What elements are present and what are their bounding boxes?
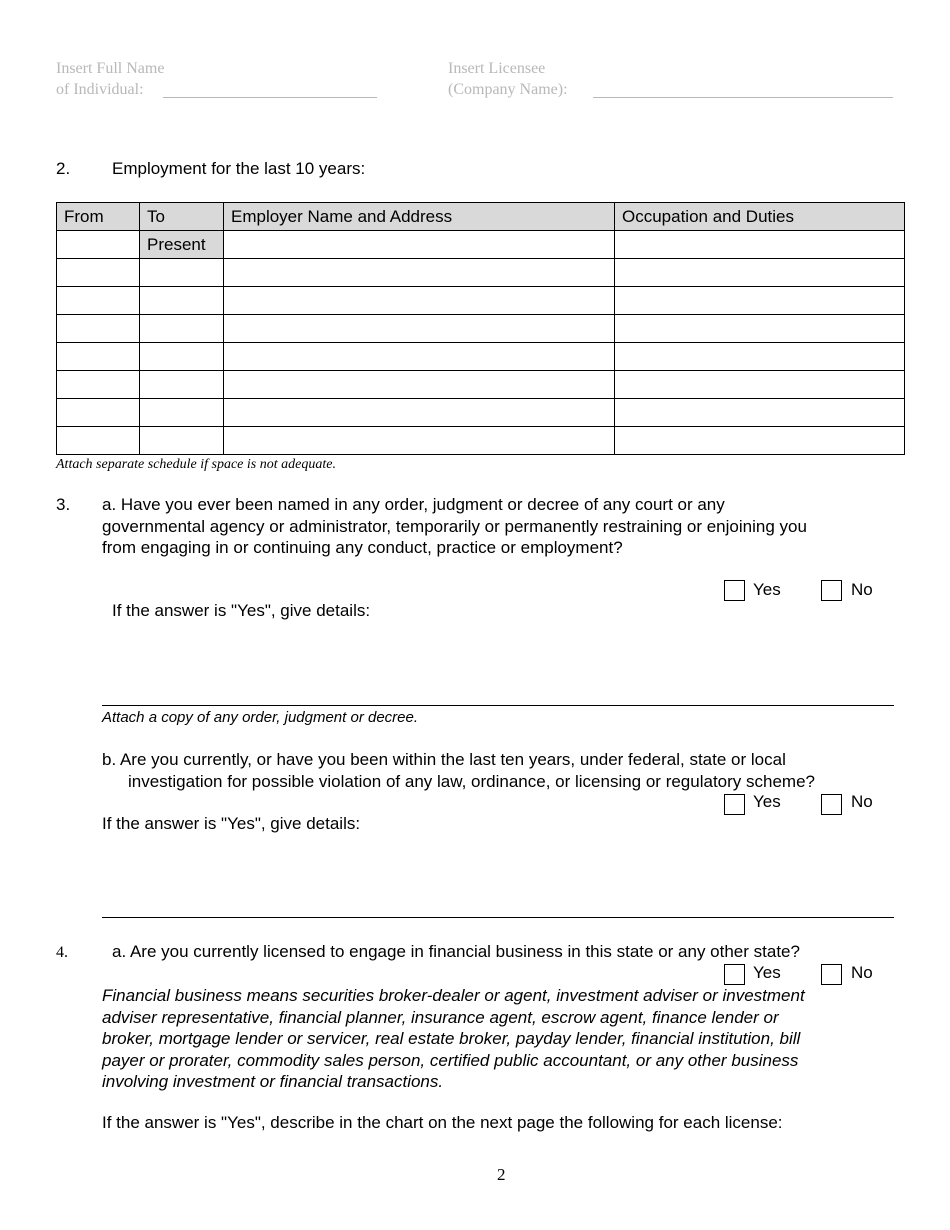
table-row — [57, 287, 905, 315]
section-3-number: 3. — [56, 495, 71, 514]
from-cell[interactable] — [57, 399, 140, 427]
q3a-details-label: If the answer is "Yes", give details: — [112, 601, 371, 620]
q4a-no-checkbox[interactable] — [821, 964, 842, 985]
employer-cell[interactable] — [224, 287, 615, 315]
table-header-row — [57, 203, 905, 231]
table-row — [57, 399, 905, 427]
occupation-cell[interactable] — [615, 371, 905, 399]
financial-business-definition: Financial business means securities broker-dealer or agent, investment adviser or investment adviser representative, financial planner, insurance agent, escrow agent, finance lender or broker, mortgage lender or servicer, real estate broker, payday lender, financial institution, bill payer or prorater, commodity sales person, certified public accountant, or any other business involving investment or financial transactions. — [102, 986, 805, 1091]
from-cell[interactable] — [57, 259, 140, 287]
license-chart-instruction: If the answer is "Yes", describe in the chart on the next page the following for each license: — [102, 1113, 783, 1132]
to-cell[interactable] — [140, 399, 224, 427]
full-name-label: Insert Full Name of Individual: — [56, 60, 165, 98]
occupation-cell[interactable] — [615, 399, 905, 427]
section-4-number: 4. — [56, 944, 68, 961]
q3b-no-checkbox[interactable] — [821, 794, 842, 815]
q3a-no-checkbox[interactable] — [821, 580, 842, 601]
q3a-yes-checkbox[interactable] — [724, 580, 745, 601]
col-to-header: To — [140, 203, 224, 231]
page-number: 2 — [497, 1165, 506, 1184]
employer-cell[interactable] — [224, 371, 615, 399]
table-row — [57, 371, 905, 399]
table-row — [57, 343, 905, 371]
employment-table — [56, 202, 905, 455]
occupation-cell[interactable] — [615, 287, 905, 315]
q3b-yes-label: Yes — [753, 792, 781, 811]
to-cell[interactable] — [140, 343, 224, 371]
to-present-cell: Present — [140, 231, 224, 259]
from-cell[interactable] — [57, 371, 140, 399]
to-cell[interactable] — [140, 371, 224, 399]
to-cell[interactable] — [140, 259, 224, 287]
q3b-no-label: No — [851, 792, 873, 811]
section-2-title: Employment for the last 10 years: — [112, 159, 366, 178]
q3a-no-label: No — [851, 580, 873, 599]
table-row — [57, 259, 905, 287]
col-from-header: From — [57, 203, 140, 231]
occupation-cell[interactable] — [615, 343, 905, 371]
from-cell[interactable] — [57, 315, 140, 343]
table-row — [57, 315, 905, 343]
question-3b: b. Are you currently, or have you been within the last ten years, under federal, state or local investigation for possible violation of any law, ordinance, or licensing or regulatory scheme? — [102, 750, 815, 791]
question-3a: a. Have you ever been named in any order, judgment or decree of any court or any governmental agency or administrator, temporarily or permanently restraining or enjoining you from engaging in or continuing any conduct, practice or employment? — [102, 495, 807, 557]
to-cell[interactable] — [140, 287, 224, 315]
col-occupation-header: Occupation and Duties — [615, 203, 905, 231]
from-cell[interactable] — [57, 287, 140, 315]
q4a-no-label: No — [851, 963, 873, 982]
schedule-note: Attach separate schedule if space is not adequate. — [56, 457, 336, 472]
employer-cell[interactable] — [224, 427, 615, 455]
occupation-cell[interactable] — [615, 315, 905, 343]
employer-cell[interactable] — [224, 231, 615, 259]
occupation-cell[interactable] — [615, 231, 905, 259]
to-cell[interactable] — [140, 315, 224, 343]
q3b-details-label: If the answer is "Yes", give details: — [102, 814, 361, 833]
q3b-yes-checkbox[interactable] — [724, 794, 745, 815]
from-cell[interactable] — [57, 343, 140, 371]
col-employer-header: Employer Name and Address — [224, 203, 615, 231]
table-row — [57, 427, 905, 455]
from-cell[interactable] — [57, 427, 140, 455]
table-row — [57, 231, 905, 259]
employer-cell[interactable] — [224, 343, 615, 371]
licensee-label: Insert Licensee (Company Name): — [448, 60, 568, 98]
q3b-details-line[interactable] — [102, 917, 894, 918]
employer-cell[interactable] — [224, 315, 615, 343]
from-cell[interactable] — [57, 231, 140, 259]
q3a-details-line[interactable] — [102, 705, 894, 706]
section-2-number: 2. — [56, 159, 71, 178]
q4a-yes-checkbox[interactable] — [724, 964, 745, 985]
occupation-cell[interactable] — [615, 259, 905, 287]
q4a-yes-label: Yes — [753, 963, 781, 982]
question-4a: a. Are you currently licensed to engage in financial business in this state or any other state? — [112, 942, 800, 961]
employer-cell[interactable] — [224, 259, 615, 287]
licensee-field[interactable] — [593, 78, 893, 98]
q3a-attach-note: Attach a copy of any order, judgment or decree. — [102, 709, 419, 726]
employer-cell[interactable] — [224, 399, 615, 427]
q3a-yes-label: Yes — [753, 580, 781, 599]
to-cell[interactable] — [140, 427, 224, 455]
full-name-field[interactable] — [163, 78, 377, 98]
occupation-cell[interactable] — [615, 427, 905, 455]
